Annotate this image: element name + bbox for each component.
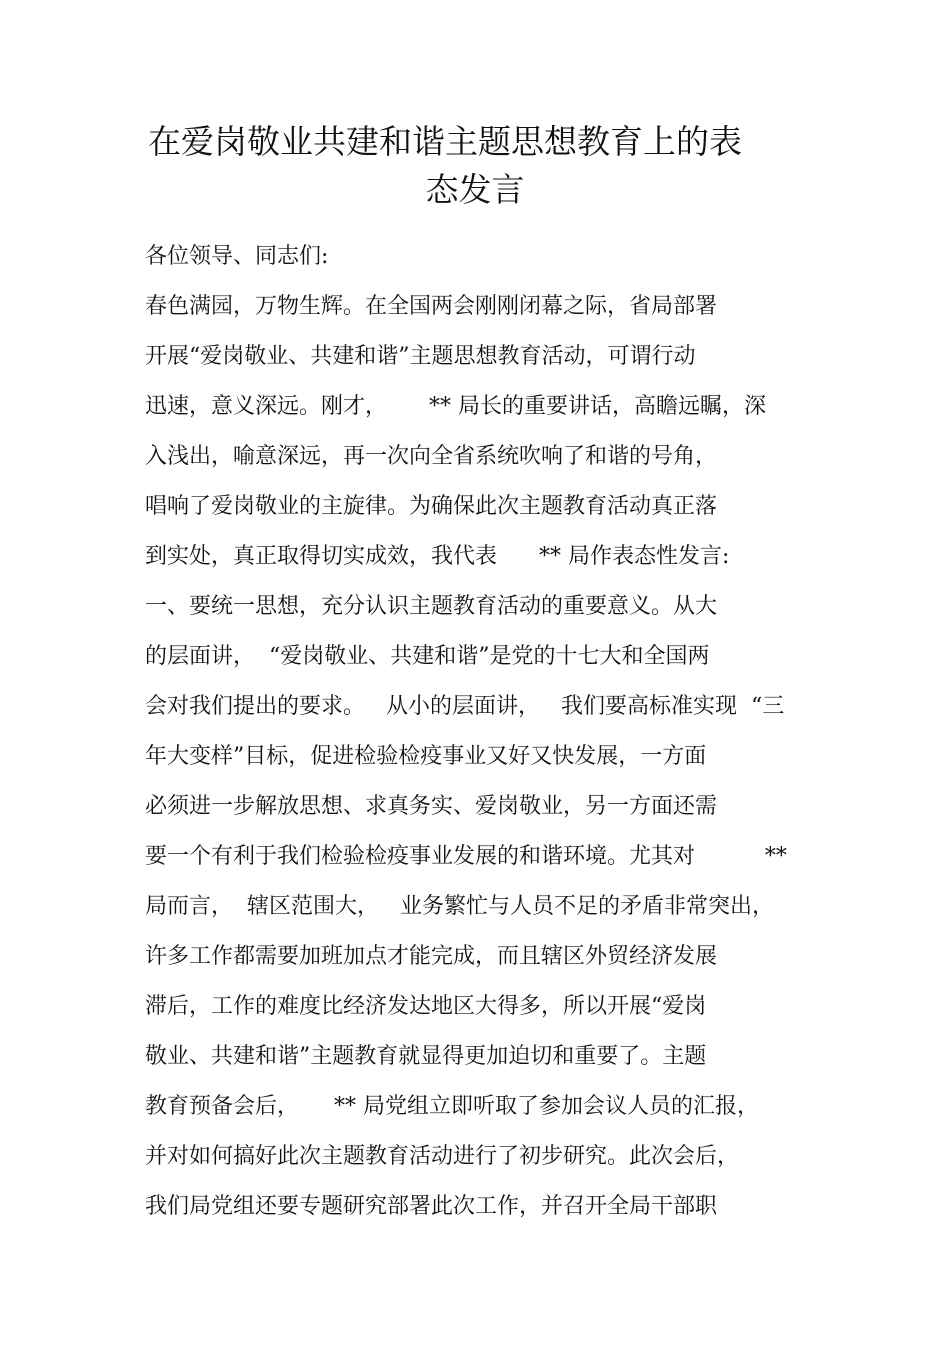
body-line: 迅速，意义深远。刚才， ** 局长的重要讲话，高瞻远瞩，深: [145, 394, 766, 419]
body-line: 教育预备会后， ** 局党组立即听取了参加会议人员的汇报，: [145, 1094, 759, 1119]
body-line: 敬业、共建和谐”主题教育就显得更加迫切和重要了。主题: [145, 1044, 707, 1069]
body-line: 我们局党组还要专题研究部署此次工作，并召开全局干部职: [145, 1194, 718, 1219]
document-title-line-1: 在爱岗敬业共建和谐主题思想教育上的表: [148, 122, 742, 161]
document-title-line-2: 态发言: [425, 170, 525, 209]
body-line: 的层面讲， “爱岗敬业、共建和谐”是党的十七大和全国两: [145, 644, 710, 669]
body-line: 到实处，真正取得切实成效，我代表 ** 局作表态性发言:: [145, 544, 730, 569]
body-line: 并对如何搞好此次主题教育活动进行了初步研究。此次会后，: [145, 1144, 740, 1169]
body-line: 要一个有利于我们检验检疫事业发展的和谐环境。尤其对 **: [145, 844, 787, 869]
body-line: 开展“爱岗敬业、共建和谐”主题思想教育活动，可谓行动: [145, 344, 696, 369]
body-line: 一、要统一思想，充分认识主题教育活动的重要意义。从大: [145, 594, 718, 619]
salutation: 各位领导、同志们:: [145, 244, 329, 269]
body-line: 会对我们提出的要求。 从小的层面讲， 我们要高标准实现 “三: [145, 694, 785, 719]
body-line: 春色满园，万物生辉。在全国两会刚刚闭幕之际，省局部署: [145, 294, 718, 319]
body-line: 唱响了爱岗敬业的主旋律。为确保此次主题教育活动真正落: [145, 494, 718, 519]
body-line: 入浅出，喻意深远，再一次向全省系统吹响了和谐的号角，: [145, 444, 718, 469]
body-line: 许多工作都需要加班加点才能完成，而且辖区外贸经济发展: [145, 944, 718, 969]
body-line: 必须进一步解放思想、求真务实、爱岗敬业，另一方面还需: [145, 794, 718, 819]
body-line: 年大变样”目标，促进检验检疫事业又好又快发展，一方面: [145, 744, 707, 769]
body-line: 局而言， 辖区范围大， 业务繁忙与人员不足的矛盾非常突出，: [145, 894, 774, 919]
body-line: 滞后，工作的难度比经济发达地区大得多，所以开展“爱岗: [145, 994, 707, 1019]
